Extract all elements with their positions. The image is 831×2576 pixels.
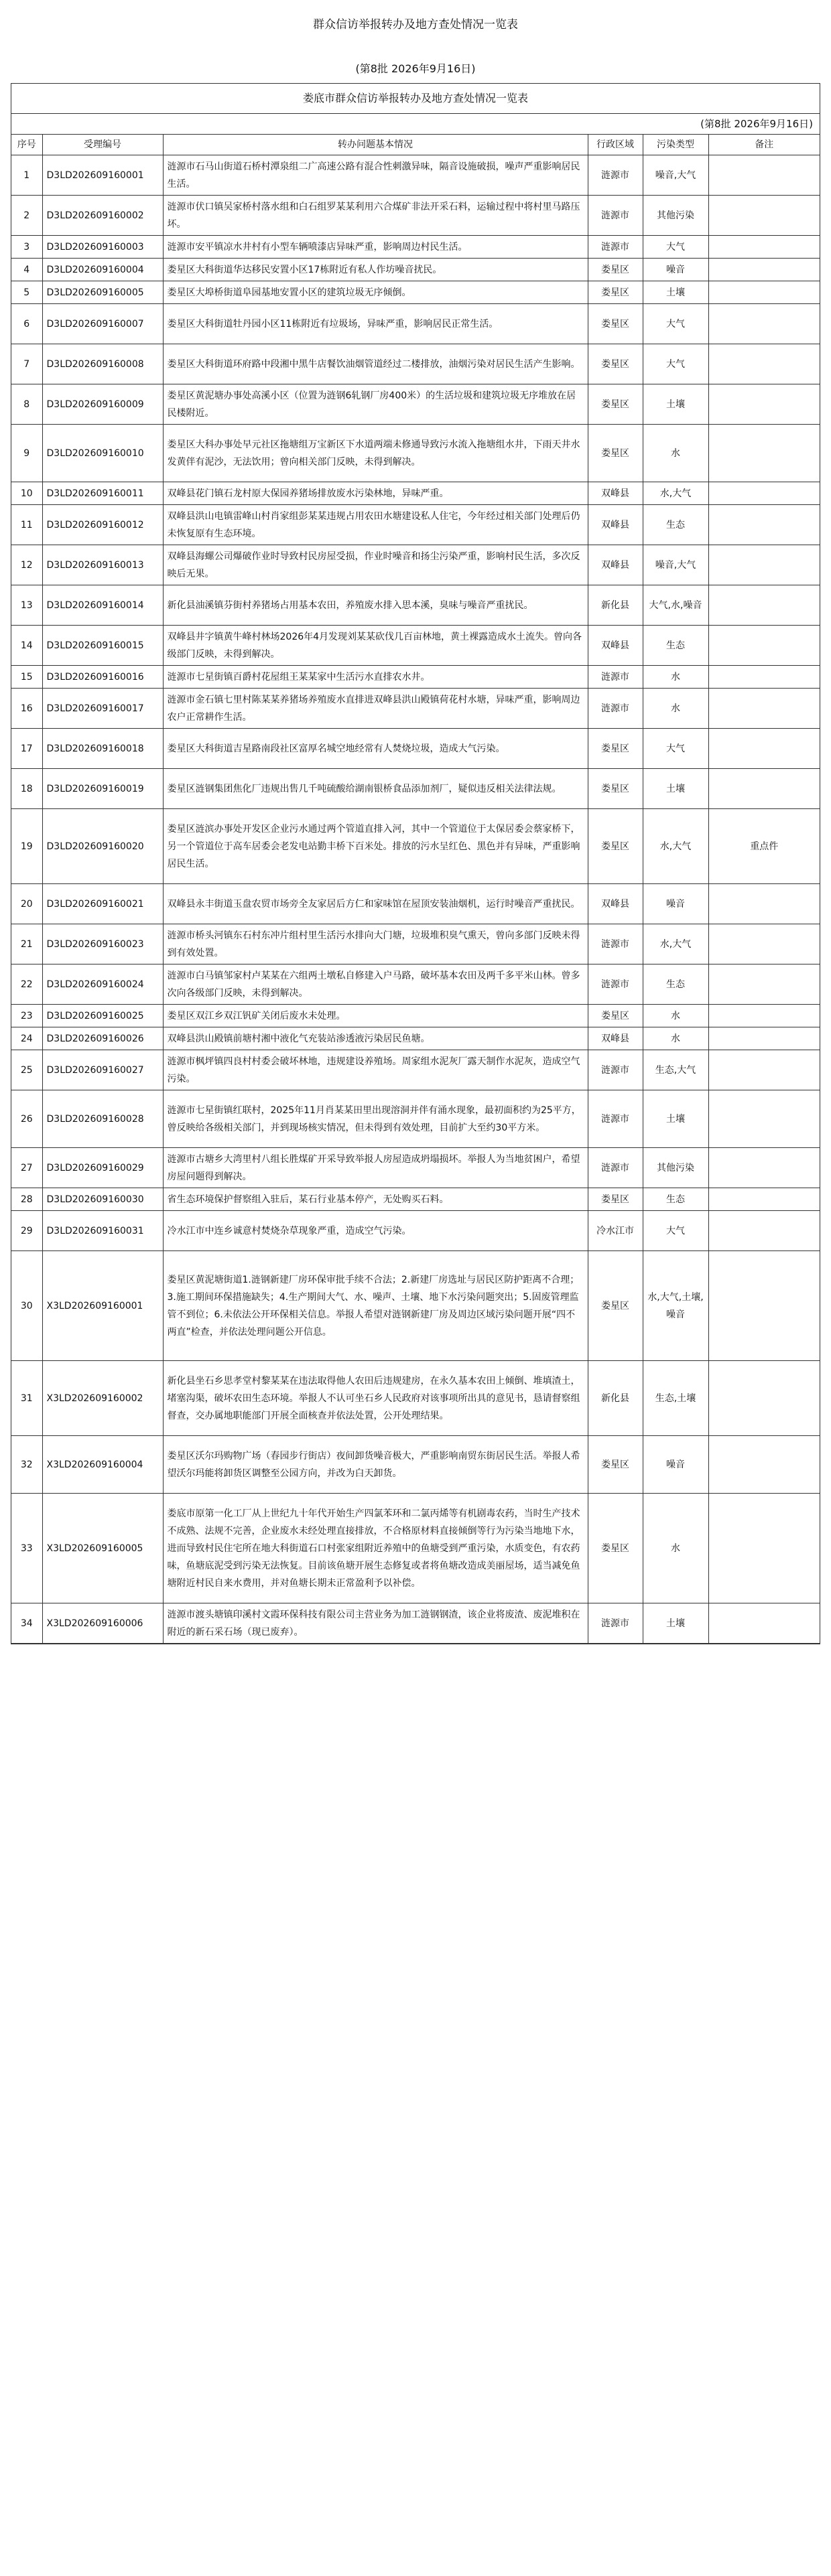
cell-pollution: 水 <box>643 1027 708 1050</box>
cell-no: 5 <box>11 281 42 304</box>
cell-no: 15 <box>11 666 42 689</box>
cell-summary: 双峰县海螺公司爆破作业时导致村民房屋受损，作业时噪音和扬尘污染严重，影响村民生活，多次反映后无果。 <box>163 545 588 585</box>
cell-region: 双峰县 <box>588 884 643 924</box>
cell-remark <box>708 884 820 924</box>
cell-summary: 双峰县洪山电镇雷峰山村肖家组彭某某违规占用农田水塘建设私人住宅，今年经过相关部门处理后仍未恢复原有生态环境。 <box>163 505 588 545</box>
cell-remark <box>708 482 820 505</box>
table-body <box>11 155 820 1644</box>
table-row <box>11 1050 820 1090</box>
cell-pollution: 水,大气 <box>643 809 708 884</box>
cell-remark <box>708 689 820 729</box>
cell-pollution: 土壤 <box>643 384 708 425</box>
complaint-table <box>11 135 820 1644</box>
cell-summary: 娄星区大科街道华达移民安置小区17栋附近有私人作坊噪音扰民。 <box>163 259 588 281</box>
cell-summary: 涟源市石马山街道石桥村潭泉组二广高速公路有混合性刺激异味，隔音设施破损，噪声严重影响居民生活。 <box>163 155 588 196</box>
cell-pollution: 生态 <box>643 505 708 545</box>
cell-code: X3LD202609160006 <box>42 1603 163 1644</box>
cell-remark <box>708 924 820 964</box>
table-row <box>11 384 820 425</box>
cell-code: D3LD202609160014 <box>42 585 163 626</box>
cell-summary: 双峰县井字镇黄牛峰村林场2026年4月发现刘某某砍伐几百亩林地，黄土裸露造成水土流失。曾向各级部门反映，未得到解决。 <box>163 626 588 666</box>
cell-code: D3LD202609160008 <box>42 344 163 384</box>
cell-region: 娄星区 <box>588 344 643 384</box>
cell-region: 涟源市 <box>588 924 643 964</box>
cell-code: D3LD202609160024 <box>42 964 163 1005</box>
cell-code: X3LD202609160001 <box>42 1251 163 1361</box>
cell-remark <box>708 626 820 666</box>
cell-remark <box>708 1251 820 1361</box>
cell-code: D3LD202609160021 <box>42 884 163 924</box>
cell-summary: 娄星区沃尔玛购物广场（春园步行街店）夜间卸货噪音极大，严重影响南贸东街居民生活。举报人希望沃尔玛能将卸货区调整至公园方向，并改为白天卸货。 <box>163 1436 588 1494</box>
cell-region: 娄星区 <box>588 281 643 304</box>
cell-pollution: 噪音,大气 <box>643 545 708 585</box>
cell-code: D3LD202609160025 <box>42 1005 163 1027</box>
cell-pollution: 水 <box>643 666 708 689</box>
cell-summary: 娄星区大科街道牡丹园小区11栋附近有垃圾场，异味严重，影响居民正常生活。 <box>163 304 588 344</box>
table-row <box>11 281 820 304</box>
cell-pollution: 其他污染 <box>643 1148 708 1188</box>
cell-pollution: 水 <box>643 425 708 482</box>
cell-region: 涟源市 <box>588 1090 643 1148</box>
cell-code: D3LD202609160028 <box>42 1090 163 1148</box>
cell-region: 涟源市 <box>588 155 643 196</box>
table-row <box>11 304 820 344</box>
cell-remark <box>708 1148 820 1188</box>
cell-no: 17 <box>11 729 42 769</box>
header-no: 序号 <box>11 135 42 155</box>
table-title: 娄底市群众信访举报转办及地方查处情况一览表 <box>11 84 820 114</box>
cell-code: D3LD202609160015 <box>42 626 163 666</box>
cell-summary: 娄星区大科街道环府路中段湘中黑牛店餐饮油烟管道经过二楼排放，油烟污染对居民生活产生影响。 <box>163 344 588 384</box>
cell-remark <box>708 155 820 196</box>
cell-remark <box>708 425 820 482</box>
table-row <box>11 1148 820 1188</box>
table-row <box>11 155 820 196</box>
cell-no: 26 <box>11 1090 42 1148</box>
cell-no: 6 <box>11 304 42 344</box>
cell-no: 9 <box>11 425 42 482</box>
cell-no: 24 <box>11 1027 42 1050</box>
cell-pollution: 土壤 <box>643 769 708 809</box>
cell-code: D3LD202609160003 <box>42 236 163 259</box>
table-row <box>11 1211 820 1251</box>
cell-code: D3LD202609160031 <box>42 1211 163 1251</box>
cell-no: 28 <box>11 1188 42 1211</box>
cell-code: D3LD202609160027 <box>42 1050 163 1090</box>
cell-code: D3LD202609160009 <box>42 384 163 425</box>
cell-no: 27 <box>11 1148 42 1188</box>
cell-no: 8 <box>11 384 42 425</box>
cell-pollution: 生态 <box>643 964 708 1005</box>
batch-line: (第8批 2026年9月16日) <box>355 62 476 75</box>
cell-code: D3LD202609160017 <box>42 689 163 729</box>
cell-remark <box>708 1603 820 1644</box>
cell-summary: 涟源市枫坪镇四良村村委会破坏林地，违规建设养殖场。周家组水泥灰厂露天制作水泥灰，造成空气污染。 <box>163 1050 588 1090</box>
header-code: 受理编号 <box>42 135 163 155</box>
table-row <box>11 196 820 236</box>
cell-pollution: 水 <box>643 689 708 729</box>
cell-summary: 涟源市七星街镇百爵村花屋组王某某家中生活污水直排农水井。 <box>163 666 588 689</box>
cell-summary: 涟源市七星街镇红联村，2025年11月肖某某田里出现溶洞并伴有涌水现象，最初面积约为25平方，曾反映给各级相关部门，并到现场核实情况，但未得到有效处理，目前扩大至约30平方米。 <box>163 1090 588 1148</box>
cell-no: 10 <box>11 482 42 505</box>
cell-summary: 涟源市渡头塘镇印溪村文霞环保科技有限公司主营业务为加工涟钢钢渣，该企业将废渣、废泥堆积在附近的新石采石场（现已废弃）。 <box>163 1603 588 1644</box>
cell-summary: 娄底市原第一化工厂从上世纪九十年代开始生产四氯苯环和二氯丙烯等有机剧毒农药，当时生产技术不成熟、法规不完善，企业废水未经处理直接排放，不合格原材料直接倾倒等行为污染当地地下水，进而导致村民住宅所在地大科街道石口村张家组附近养殖中的鱼塘受到严重污染，水质变色，有农药味，鱼塘底泥受到污染无法恢复。目前该鱼塘开展生态修复或者将鱼塘改造成美丽屋场，适当减免鱼塘附近村民自来水费用，并对鱼塘长期未正常盈利予以补偿。 <box>163 1494 588 1603</box>
cell-code: D3LD202609160020 <box>42 809 163 884</box>
header-pollution: 污染类型 <box>643 135 708 155</box>
cell-region: 双峰县 <box>588 482 643 505</box>
cell-no: 22 <box>11 964 42 1005</box>
table-row <box>11 482 820 505</box>
cell-region: 娄星区 <box>588 729 643 769</box>
cell-remark <box>708 769 820 809</box>
cell-pollution: 大气 <box>643 236 708 259</box>
table-row <box>11 689 820 729</box>
cell-summary: 涟源市金石镇七里村陈某某养猪场养殖废水直排进双峰县洪山殿镇荷花村水塘，异味严重，影响周边农户正常耕作生活。 <box>163 689 588 729</box>
cell-region: 娄星区 <box>588 1494 643 1603</box>
cell-no: 23 <box>11 1005 42 1027</box>
cell-pollution: 生态,大气 <box>643 1050 708 1090</box>
cell-pollution: 生态 <box>643 1188 708 1211</box>
cell-remark <box>708 1494 820 1603</box>
table-row <box>11 259 820 281</box>
cell-remark <box>708 236 820 259</box>
cell-code: D3LD202609160012 <box>42 505 163 545</box>
cell-remark <box>708 964 820 1005</box>
cell-pollution: 土壤 <box>643 1090 708 1148</box>
cell-remark <box>708 1090 820 1148</box>
cell-pollution: 土壤 <box>643 281 708 304</box>
cell-pollution: 其他污染 <box>643 196 708 236</box>
cell-remark <box>708 1211 820 1251</box>
cell-pollution: 水,大气,土壤,噪音 <box>643 1251 708 1361</box>
cell-region: 新化县 <box>588 585 643 626</box>
table-row <box>11 769 820 809</box>
cell-code: D3LD202609160023 <box>42 924 163 964</box>
cell-region: 娄星区 <box>588 769 643 809</box>
header-remark: 备注 <box>708 135 820 155</box>
cell-region: 涟源市 <box>588 964 643 1005</box>
table-row <box>11 1361 820 1436</box>
cell-region: 娄星区 <box>588 425 643 482</box>
cell-code: D3LD202609160004 <box>42 259 163 281</box>
cell-pollution: 水 <box>643 1005 708 1027</box>
cell-region: 娄星区 <box>588 1005 643 1027</box>
cell-region: 冷水江市 <box>588 1211 643 1251</box>
cell-remark <box>708 344 820 384</box>
cell-region: 娄星区 <box>588 809 643 884</box>
table-row <box>11 1494 820 1603</box>
cell-region: 涟源市 <box>588 689 643 729</box>
cell-no: 32 <box>11 1436 42 1494</box>
cell-summary: 省生态环境保护督察组入驻后，某石行业基本停产，无处购买石料。 <box>163 1188 588 1211</box>
table-row <box>11 236 820 259</box>
cell-summary: 娄星区黄泥塘街道1.涟钢新建厂房环保审批手续不合法；2.新建厂房选址与居民区防护距离不合理；3.施工期间环保措施缺失；4.生产期间大气、水、噪声、土壤、地下水污染问题突出；5.固废管理监管不到位；6.未依法公开环保相关信息。举报人希望对涟钢新建厂房及周边区域污染问题开展“四不两直”检查，并依法处理问题公开信息。 <box>163 1251 588 1361</box>
table-row <box>11 729 820 769</box>
cell-pollution: 生态,土壤 <box>643 1361 708 1436</box>
cell-code: X3LD202609160002 <box>42 1361 163 1436</box>
cell-code: D3LD202609160002 <box>42 196 163 236</box>
cell-summary: 双峰县花门镇石龙村原大保园养猪场排放废水污染林地，异味严重。 <box>163 482 588 505</box>
cell-code: D3LD202609160005 <box>42 281 163 304</box>
cell-region: 双峰县 <box>588 1027 643 1050</box>
cell-no: 18 <box>11 769 42 809</box>
cell-no: 34 <box>11 1603 42 1644</box>
cell-region: 娄星区 <box>588 384 643 425</box>
cell-region: 双峰县 <box>588 545 643 585</box>
cell-code: X3LD202609160005 <box>42 1494 163 1603</box>
cell-remark <box>708 545 820 585</box>
cell-code: D3LD202609160029 <box>42 1148 163 1188</box>
table-row <box>11 1090 820 1148</box>
table-batch-line: (第8批 2026年9月16日) <box>11 114 820 135</box>
cell-no: 29 <box>11 1211 42 1251</box>
cell-region: 娄星区 <box>588 304 643 344</box>
cell-region: 涟源市 <box>588 236 643 259</box>
cell-region: 双峰县 <box>588 626 643 666</box>
cell-pollution: 噪音 <box>643 259 708 281</box>
cell-pollution: 大气 <box>643 344 708 384</box>
cell-remark: 重点件 <box>708 809 820 884</box>
table-row <box>11 344 820 384</box>
table-frame <box>11 83 820 1644</box>
table-row <box>11 425 820 482</box>
cell-remark <box>708 1188 820 1211</box>
cell-no: 21 <box>11 924 42 964</box>
cell-summary: 涟源市桥头河镇东石村东冲片组村里生活污水排向大门塘，垃圾堆积臭气熏天，曾向多部门反映未得到有效处置。 <box>163 924 588 964</box>
cell-region: 娄星区 <box>588 1436 643 1494</box>
table-row <box>11 1251 820 1361</box>
cell-no: 33 <box>11 1494 42 1603</box>
cell-remark <box>708 304 820 344</box>
cell-code: D3LD202609160018 <box>42 729 163 769</box>
table-row <box>11 809 820 884</box>
cell-pollution: 水,大气 <box>643 924 708 964</box>
table-row <box>11 666 820 689</box>
cell-remark <box>708 666 820 689</box>
cell-code: X3LD202609160004 <box>42 1436 163 1494</box>
cell-summary: 双峰县永丰街道玉盘农贸市场旁全友家居后方仁和家味馆在屋顶安装油烟机，运行时噪音严重扰民。 <box>163 884 588 924</box>
table-header-row <box>11 135 820 155</box>
cell-remark <box>708 1005 820 1027</box>
cell-code: D3LD202609160007 <box>42 304 163 344</box>
table-row <box>11 1027 820 1050</box>
cell-pollution: 大气,水,噪音 <box>643 585 708 626</box>
cell-summary: 娄星区黄泥塘办事处高溪小区（位置为涟钢6轧钢厂房400米）的生活垃圾和建筑垃圾无序堆放在居民楼附近。 <box>163 384 588 425</box>
cell-summary: 新化县坐石乡思孝堂村黎某某在违法取得他人农田后违规建房，在永久基本农田上倾倒、堆填渣土，堵塞沟渠，破坏农田生态环境。举报人不认可坐石乡人民政府对该事项所出具的意见书，恳请督察组督查，交办属地职能部门开展全面核查并依法处置，公开处理结果。 <box>163 1361 588 1436</box>
cell-no: 12 <box>11 545 42 585</box>
cell-pollution: 噪音,大气 <box>643 155 708 196</box>
cell-no: 1 <box>11 155 42 196</box>
cell-code: D3LD202609160011 <box>42 482 163 505</box>
cell-no: 2 <box>11 196 42 236</box>
table-row <box>11 884 820 924</box>
header-summary: 转办问题基本情况 <box>163 135 588 155</box>
cell-no: 4 <box>11 259 42 281</box>
cell-code: D3LD202609160013 <box>42 545 163 585</box>
cell-remark <box>708 505 820 545</box>
cell-no: 7 <box>11 344 42 384</box>
cell-remark <box>708 1361 820 1436</box>
table-row <box>11 1188 820 1211</box>
cell-region: 新化县 <box>588 1361 643 1436</box>
table-row <box>11 626 820 666</box>
cell-region: 娄星区 <box>588 1188 643 1211</box>
cell-summary: 娄星区涟滨办事处开发区企业污水通过两个管道直排入河，其中一个管道位于太保居委会蔡家桥下，另一个管道位于高车居委会老发电站勤丰桥下百米处。排放的污水呈红色、黑色并有异味，严重影响居民生活。 <box>163 809 588 884</box>
cell-pollution: 噪音 <box>643 884 708 924</box>
cell-summary: 娄星区双江乡双江钒矿关闭后废水未处理。 <box>163 1005 588 1027</box>
cell-summary: 双峰县洪山殿镇前塘村湘中液化气充装站渗透液污染居民鱼塘。 <box>163 1027 588 1050</box>
cell-summary: 娄星区涟钢集团焦化厂违规出售几千吨硫酸给湖南银桥食品添加剂厂，疑似违反相关法律法规。 <box>163 769 588 809</box>
cell-pollution: 生态 <box>643 626 708 666</box>
document-title: 群众信访举报转办及地方查处情况一览表 <box>313 18 518 31</box>
cell-no: 30 <box>11 1251 42 1361</box>
cell-code: D3LD202609160016 <box>42 666 163 689</box>
cell-pollution: 土壤 <box>643 1603 708 1644</box>
cell-no: 20 <box>11 884 42 924</box>
cell-region: 娄星区 <box>588 1251 643 1361</box>
cell-region: 涟源市 <box>588 1050 643 1090</box>
cell-pollution: 水,大气 <box>643 482 708 505</box>
table-row <box>11 1603 820 1644</box>
cell-pollution: 大气 <box>643 729 708 769</box>
header-region: 行政区域 <box>588 135 643 155</box>
cell-no: 25 <box>11 1050 42 1090</box>
cell-pollution: 噪音 <box>643 1436 708 1494</box>
table-row <box>11 1005 820 1027</box>
cell-no: 14 <box>11 626 42 666</box>
table-row <box>11 505 820 545</box>
cell-summary: 涟源市古塘乡大湾里村八组长胜煤矿开采导致举报人房屋造成坍塌损坏。举报人为当地贫困户，希望房屋问题得到解决。 <box>163 1148 588 1188</box>
cell-remark <box>708 384 820 425</box>
cell-remark <box>708 1436 820 1494</box>
table-row <box>11 924 820 964</box>
cell-remark <box>708 1050 820 1090</box>
cell-remark <box>708 729 820 769</box>
cell-summary: 新化县油溪镇芬街村养猪场占用基本农田，养殖废水排入思本溪，臭味与噪音严重扰民。 <box>163 585 588 626</box>
cell-no: 3 <box>11 236 42 259</box>
cell-summary: 娄星区大埠桥街道阜园基地安置小区的建筑垃圾无序倾倒。 <box>163 281 588 304</box>
cell-code: D3LD202609160030 <box>42 1188 163 1211</box>
cell-pollution: 大气 <box>643 304 708 344</box>
cell-code: D3LD202609160010 <box>42 425 163 482</box>
cell-code: D3LD202609160019 <box>42 769 163 809</box>
cell-pollution: 大气 <box>643 1211 708 1251</box>
cell-region: 双峰县 <box>588 505 643 545</box>
cell-remark <box>708 585 820 626</box>
cell-summary: 娄星区大科办事处早元社区拖塘组万宝新区下水道两端未修通导致污水流入拖塘组水井，下雨天井水发黄伴有泥沙，无法饮用；曾向相关部门反映，未得到解决。 <box>163 425 588 482</box>
table-row <box>11 964 820 1005</box>
cell-region: 娄星区 <box>588 259 643 281</box>
cell-summary: 涟源市白马镇邹家村卢某某在六组两土墩私自修建入户马路，破坏基本农田及两千多平米山林。曾多次向各级部门反映，未得到解决。 <box>163 964 588 1005</box>
cell-code: D3LD202609160001 <box>42 155 163 196</box>
cell-region: 涟源市 <box>588 1148 643 1188</box>
cell-no: 11 <box>11 505 42 545</box>
table-row <box>11 585 820 626</box>
cell-remark <box>708 259 820 281</box>
cell-region: 涟源市 <box>588 666 643 689</box>
cell-region: 涟源市 <box>588 196 643 236</box>
cell-no: 16 <box>11 689 42 729</box>
table-row <box>11 1436 820 1494</box>
table-row <box>11 545 820 585</box>
cell-summary: 涟源市伏口镇吴家桥村落水组和白石组罗某某利用六合煤矿非法开采石料，运输过程中将村里马路压坏。 <box>163 196 588 236</box>
cell-code: D3LD202609160026 <box>42 1027 163 1050</box>
cell-region: 涟源市 <box>588 1603 643 1644</box>
cell-summary: 涟源市安平镇凉水井村有小型车辆喷漆店异味严重，影响周边村民生活。 <box>163 236 588 259</box>
cell-no: 13 <box>11 585 42 626</box>
cell-remark <box>708 196 820 236</box>
cell-remark <box>708 281 820 304</box>
cell-pollution: 水 <box>643 1494 708 1603</box>
cell-remark <box>708 1027 820 1050</box>
cell-no: 31 <box>11 1361 42 1436</box>
cell-summary: 冷水江市中连乡诚意村焚烧杂草现象严重，造成空气污染。 <box>163 1211 588 1251</box>
cell-no: 19 <box>11 809 42 884</box>
cell-summary: 娄星区大科街道吉星路南段社区富厚名城空地经常有人焚烧垃圾，造成大气污染。 <box>163 729 588 769</box>
